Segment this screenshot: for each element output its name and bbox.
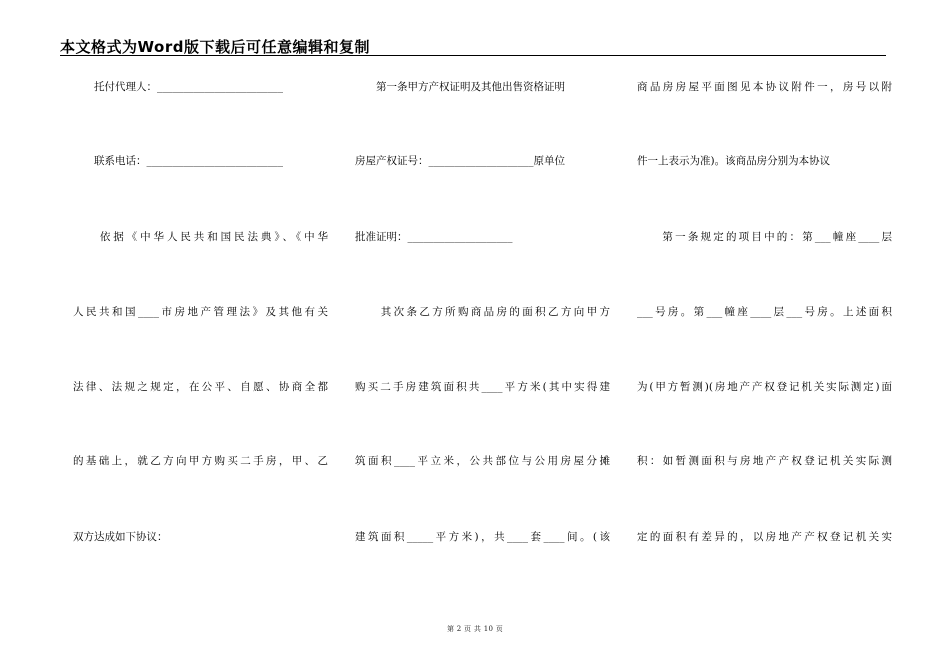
- paragraph-line: 双方达成如下协议：: [73, 531, 168, 543]
- paragraph-line: 第一条规定的项目中的：第___幢座____层: [637, 231, 892, 243]
- header-divider: [60, 55, 886, 56]
- paragraph-line: 其次条乙方所购商品房的面积乙方向甲方: [355, 306, 610, 318]
- paragraph-line: 托付代理人：________________________: [73, 81, 283, 93]
- paragraph-line: 第一条甲方产权证明及其他出售资格证明: [355, 81, 565, 93]
- paragraph-line: 联系电话：__________________________: [73, 155, 283, 167]
- paragraph-line: 房屋产权证号：____________________原单位: [355, 155, 565, 167]
- paragraph-line: 建筑面积_____平方米)，共____套____间。(该: [355, 531, 610, 543]
- paragraph-line: 商品房房屋平面图见本协议附件一，房号以附: [637, 81, 892, 93]
- paragraph-line: 购买二手房建筑面积共____平方米(其中实得建: [355, 381, 610, 393]
- paragraph-line: 法律、法规之规定，在公平、自愿、协商全都: [73, 381, 328, 393]
- paragraph-line: 积：如暂测面积与房地产产权登记机关实际测: [637, 455, 892, 467]
- paragraph-line: 为(甲方暂测)(房地产产权登记机关实际测定)面: [637, 381, 892, 393]
- paragraph-line: 批准证明：____________________: [355, 231, 513, 243]
- page-number-footer: 第 2 页 共 10 页: [446, 625, 504, 633]
- paragraph-line: ___号房。第___幢座____层___号房。上述面积: [637, 306, 892, 318]
- paragraph-line: 筑面积____平立米，公共部位与公用房屋分摊: [355, 455, 610, 467]
- paragraph-line: 的基础上，就乙方向甲方购买二手房，甲、乙: [73, 455, 328, 467]
- paragraph-line: 定的面积有差异的，以房地产产权登记机关实: [637, 531, 892, 543]
- paragraph-line: 依据《中华人民共和国民法典》、《中华: [73, 231, 328, 243]
- paragraph-line: 人民共和国____市房地产管理法》及其他有关: [73, 306, 328, 318]
- paragraph-line: 件一上表示为准)。该商品房分别为本协议: [637, 155, 831, 167]
- document-header-title: 本文格式为Word版下载后可任意编辑和复制: [60, 38, 370, 56]
